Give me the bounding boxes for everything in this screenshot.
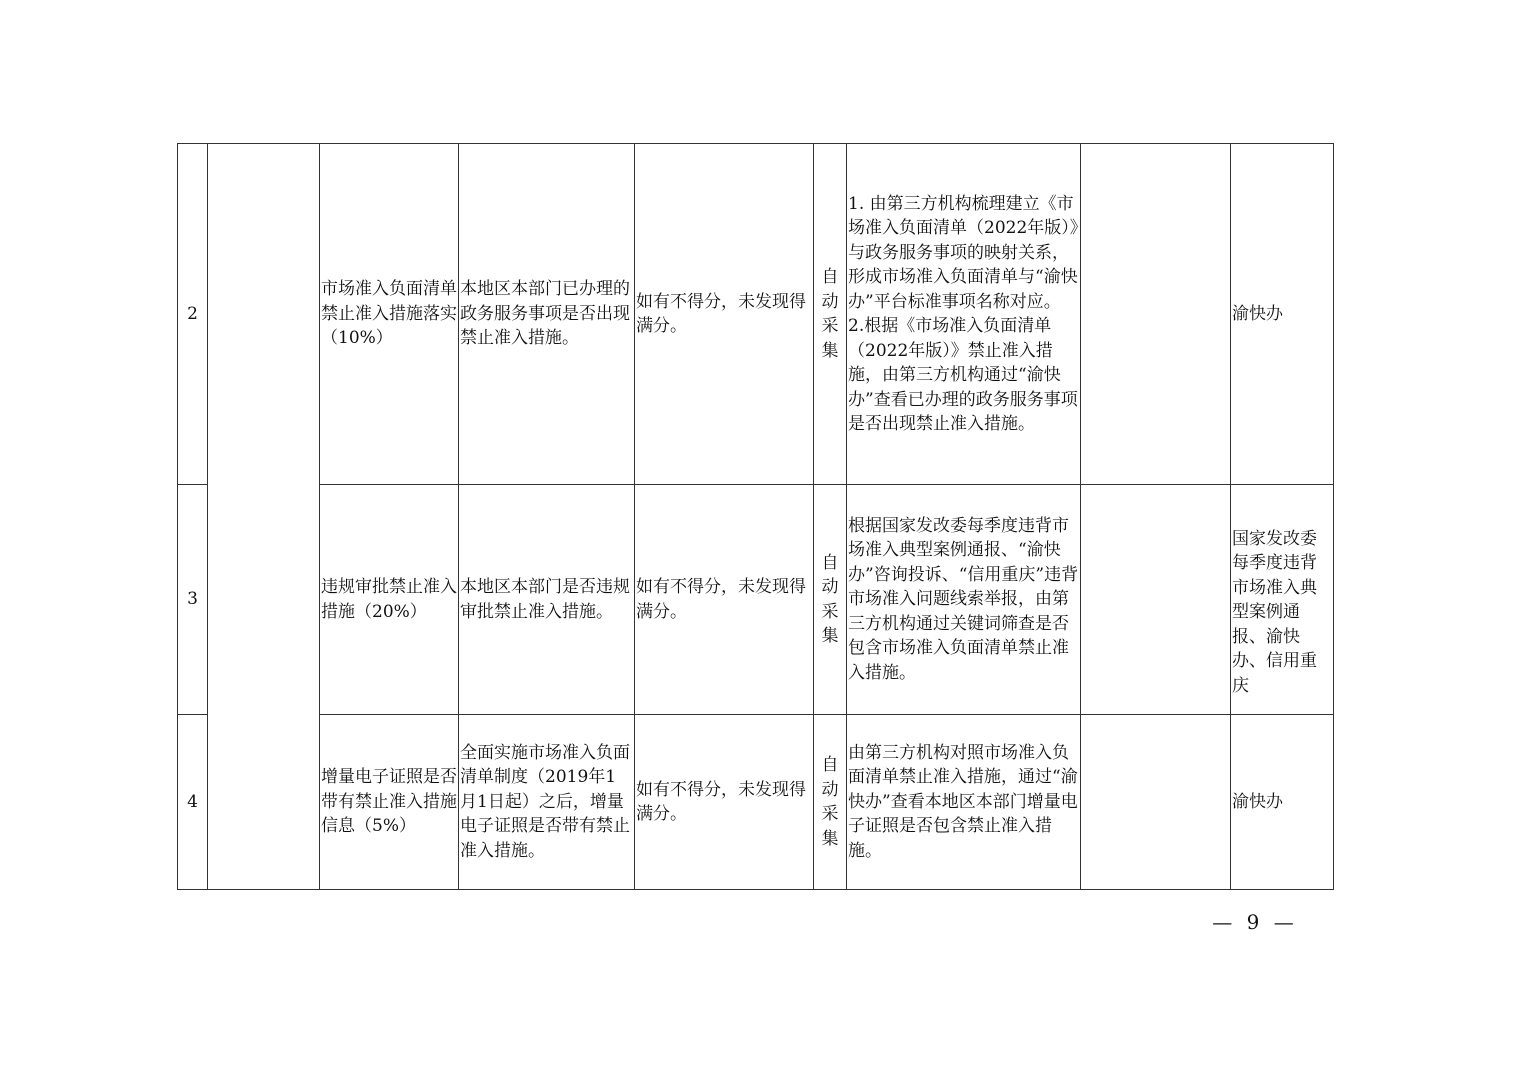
content-cell: 本地区本部门已办理的政务服务事项是否出现禁止准入措施。 [459, 144, 635, 485]
procedure-cell: 1. 由第三方机构梳理建立《市场准入负面清单（2022年版）》与政务服务事项的映射关系，形成市场准入负面清单与“渝快办”平台标准事项名称对应。 2.根据《市场准入负面清单（2022年版）》禁止准入措施，由第三方机构通过“渝快办”查看已办理的政务服务事项是否出现禁止准入措施。 [847, 144, 1081, 485]
scoring-cell: 如有不得分，未发现得满分。 [635, 715, 814, 890]
content-cell: 全面实施市场准入负面清单制度（2019年1月1日起）之后，增量电子证照是否带有禁止准入措施。 [459, 715, 635, 890]
indicator-cell: 违规审批禁止准入措施（20%） [320, 485, 459, 715]
source-cell: 国家发改委每季度违背市场准入典型案例通报、渝快办、信用重庆 [1231, 485, 1334, 715]
procedure-cell: 由第三方机构对照市场准入负面清单禁止准入措施，通过“渝快办”查看本地区本部门增量电子证照是否包含禁止准入措施。 [847, 715, 1081, 890]
indicator-cell: 增量电子证照是否带有禁止准入措施信息（5%） [320, 715, 459, 890]
row-index: 2 [178, 144, 208, 485]
extra-cell [1081, 485, 1231, 715]
category-cell [208, 144, 320, 890]
procedure-cell: 根据国家发改委每季度违背市场准入典型案例通报、“渝快办”咨询投诉、“信用重庆”违背市场准入问题线索举报，由第三方机构通过关键词筛查是否包含市场准入负面清单禁止准入措施。 [847, 485, 1081, 715]
method-text: 自动采集 [821, 552, 839, 646]
content-cell: 本地区本部门是否违规审批禁止准入措施。 [459, 485, 635, 715]
extra-cell [1081, 144, 1231, 485]
page-number: — 9 — [1212, 910, 1298, 934]
indicator-table [177, 143, 1334, 890]
scoring-cell: 如有不得分，未发现得满分。 [635, 144, 814, 485]
indicator-cell: 市场准入负面清单禁止准入措施落实（10%） [320, 144, 459, 485]
extra-cell [1081, 715, 1231, 890]
table-row [178, 485, 1334, 715]
method-text: 自动采集 [821, 755, 839, 849]
source-cell: 渝快办 [1231, 144, 1334, 485]
table-row [178, 144, 1334, 485]
row-index: 4 [178, 715, 208, 890]
source-cell: 渝快办 [1231, 715, 1334, 890]
method-text: 自动采集 [821, 267, 839, 361]
method-cell [814, 715, 847, 890]
method-cell [814, 144, 847, 485]
row-index: 3 [178, 485, 208, 715]
scoring-cell: 如有不得分，未发现得满分。 [635, 485, 814, 715]
table-row [178, 715, 1334, 890]
method-cell [814, 485, 847, 715]
